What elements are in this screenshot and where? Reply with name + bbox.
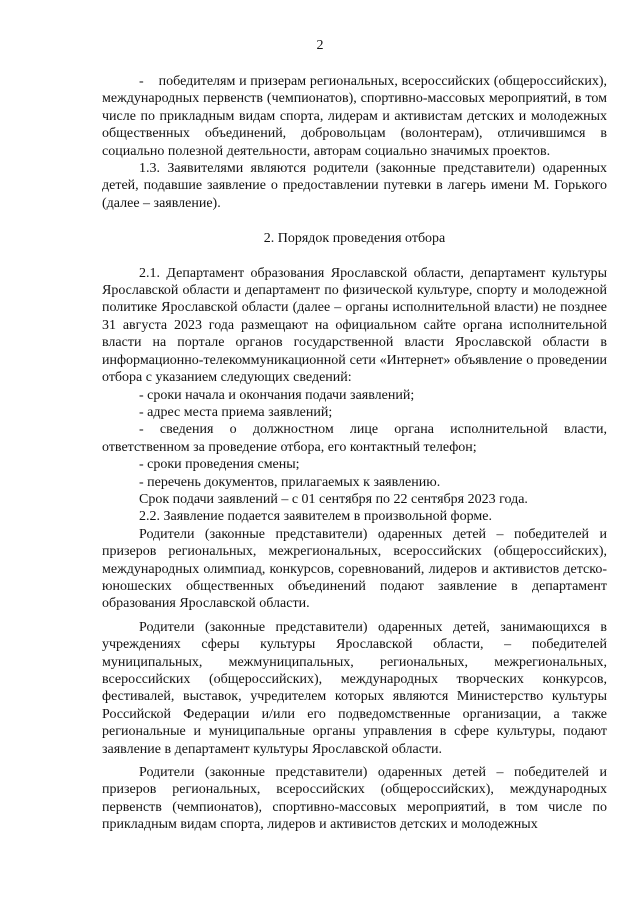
list-item: - адрес места приема заявлений; bbox=[139, 404, 333, 420]
list-item: - сроки проведения смены; bbox=[139, 457, 300, 473]
page-number: 2 bbox=[316, 38, 324, 53]
parents-education-paragraph: Родители (законные представители) одаренных детей – победителей и призеров региональных, межрегиональных, всероссийских (общероссийских), международных олимпиад, конкурсов, соревнований, лидеров и активистов детско-юношеских общественных объединений подают заявление в департамент образования Ярославской области. bbox=[102, 526, 607, 612]
list-item: - сроки начала и окончания подачи заявлений; bbox=[139, 387, 415, 403]
parents-sport-paragraph: Родители (законные представители) одаренных детей – победителей и призеров региональных, всероссийских (общероссийских), международных первенств (чемпионатов), спортивно-массовых мероприятий, в том числе по прикладным видам спорта, лидеров и активистов детских и молодежных bbox=[102, 765, 607, 833]
list-continuation-paragraph: - победителям и призерам региональных, всероссийских (общероссийских), международных первенств (чемпионатов), спортивно-массовых мероприятий, в том числе по прикладным видам спорта, лидерам и активистам детских и молодежных общественных объединений, добровольцам (волонтерам), отличившимся в социально полезной деятельности, авторам социально значимых проектов. bbox=[102, 74, 607, 159]
section-heading: 2. Порядок проведения отбора bbox=[263, 231, 446, 247]
deadline-paragraph: Срок подачи заявлений – с 01 сентября по 22 сентября 2023 года. bbox=[139, 491, 528, 507]
list-item: - перечень документов, прилагаемых к заявлению. bbox=[139, 474, 441, 490]
clause-1-3-paragraph: 1.3. Заявителями являются родители (законные представители) одаренных детей, подавшие заявление о предоставлении путевки в лагерь имени М. Горького (далее – заявление). bbox=[102, 161, 607, 211]
clause-2-2-paragraph: 2.2. Заявление подается заявителем в произвольной форме. bbox=[139, 509, 492, 525]
list-item: - сведения о должностном лице органа исполнительной власти, ответственном за проведение отбора, его контактный телефон; bbox=[102, 422, 607, 455]
clause-2-1-paragraph: 2.1. Департамент образования Ярославской области, департамент культуры Ярославской области и департамент по физической культуре, спорту и молодежной политике Ярославской области (далее – органы исполнительной власти) не позднее 31 августа 2023 года размещают на официальном сайте органа исполнительной власти на портале органов государственной власти Ярославской области в информационно-телекоммуникационной сети «Интернет» объявление о проведении отбора с указанием следующих сведений: bbox=[102, 265, 607, 386]
document-body bbox=[102, 73, 607, 834]
parents-culture-paragraph: Родители (законные представители) одаренных детей, занимающихся в учреждениях сферы культуры Ярославской области, – победителей муниципальных, межмуниципальных, региональных, межрегиональных, всероссийских (общероссийских), международных творческих конкурсов, фестивалей, выставок, учредителем которых являются Министерство культуры Российской Федерации и/или его подведомственные организации, а также региональные и муниципальные органы управления в сфере культуры, подают заявление в департамент культуры Ярославской области. bbox=[102, 619, 607, 757]
